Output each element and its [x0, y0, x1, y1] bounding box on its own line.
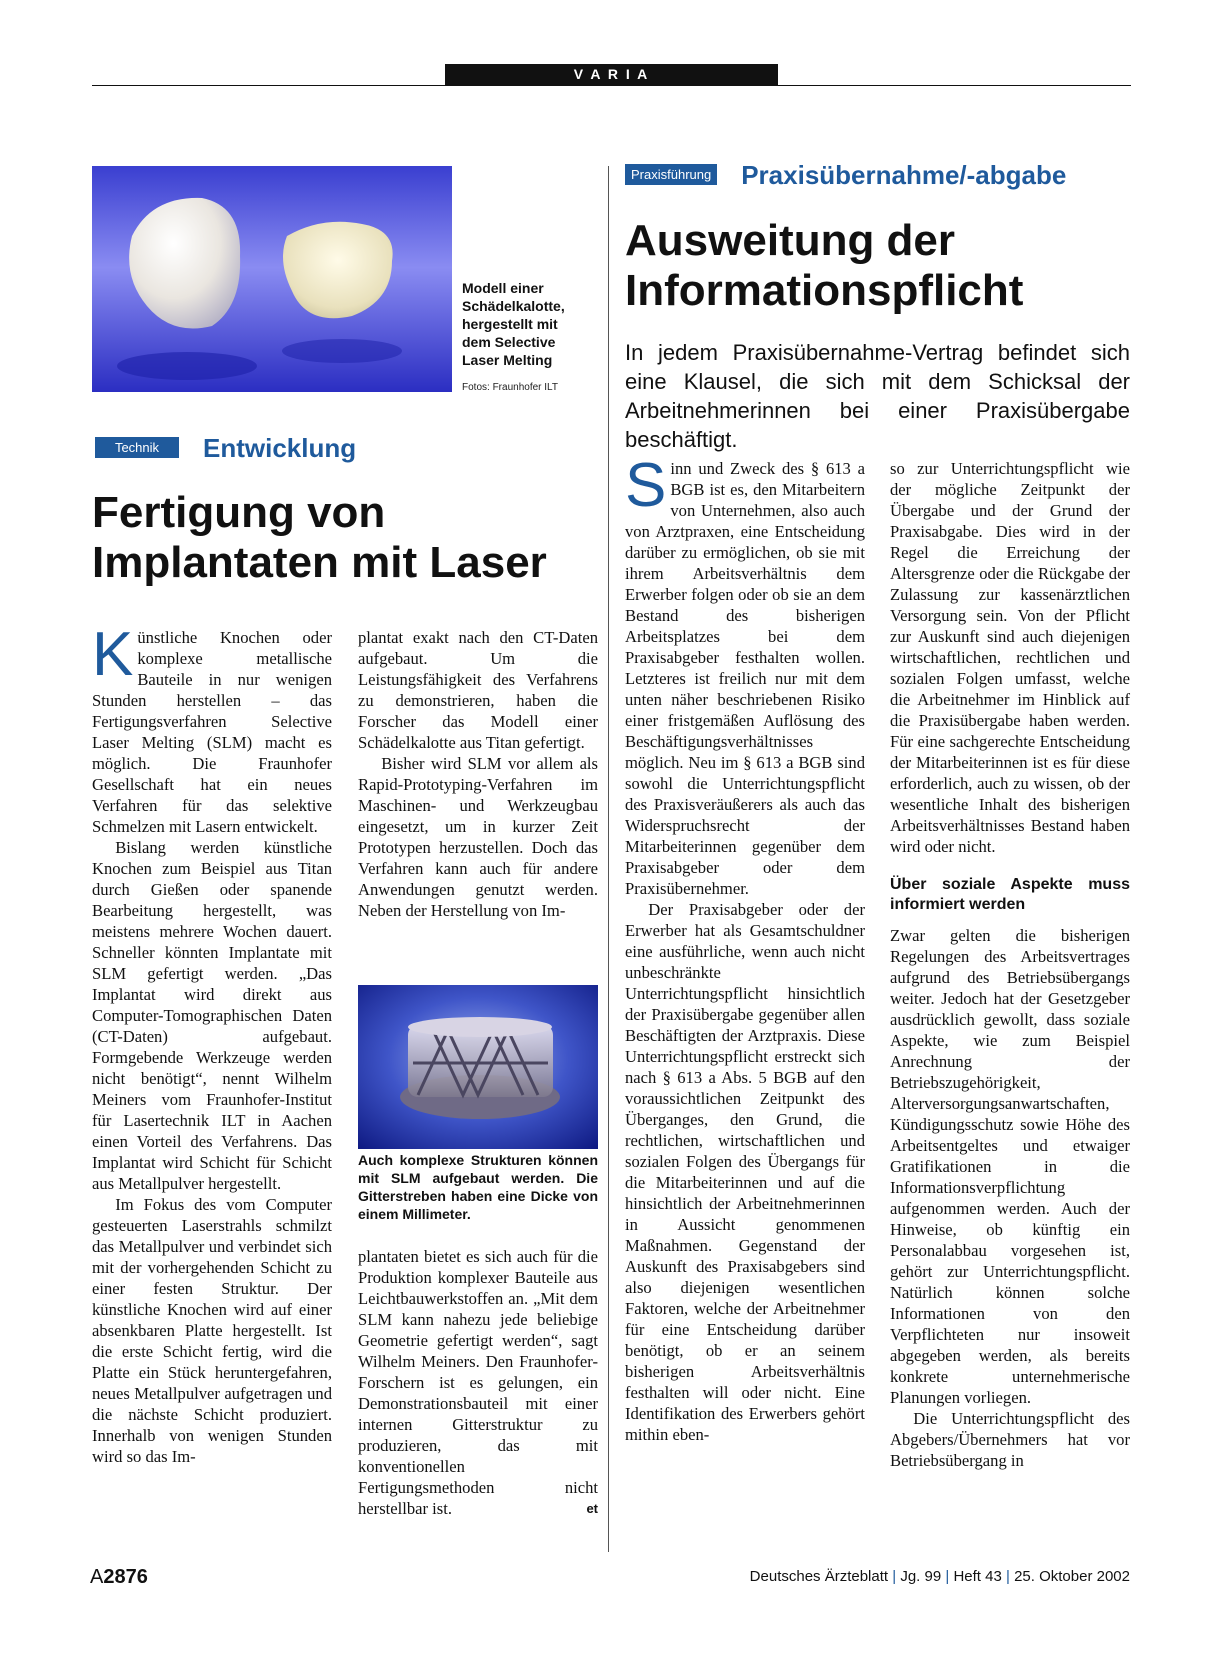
- header-rule: [92, 85, 1131, 86]
- col4-p2: Zwar gelten die bisherigen Regelungen des Arbeitsvertrages aufgrund des Betriebsübergangs weiter. Jedoch hat der Gesetzgeber ausdrücklich gewollt, dass soziale Aspekte, wie zum Beispiel Anrechnung der Betriebszugehörigkeit, Alterversorgungsanwartschaften, Kündigungsschutz sowie Höhe des Arbeitsentgeltes und etwaiger Gratifikationen in die Informationsverpflichtung aufgenommen werden. Auch der Hinweise, ob künftig ein Personalabbau vorgesehen ist, gehört zur Unterrichtungspflicht. Natürlich können solche Informationen von den Verpflichteten nur insoweit abgegeben werden, als bereits konkrete unternehmerische Planungen vorliegen.: [890, 926, 1130, 1407]
- photo-skull-implant: [92, 166, 452, 392]
- col3-p1: inn und Zweck des § 613 a BGB ist es, den Mitarbeitern von Unternehmen, also auch von Arztpraxen, eine Entscheidung darüber zu ermöglichen, ob sie mit ihrem Arbeitsverhältnis dem Erwerber folgen oder ob sie an dem Bestand des bisherigen Arbeitsplatzes bei dem Praxisabgeber festhalten wollen. Letzteres ist freilich nur mit dem unten näher beschriebenen Risiko einer fristgemäßen Auflösung des Beschäftigungsverhältnisses möglich. Neu im § 613 a BGB sind sowohl die Unterrichtungspflicht des Praxisveräußerers als auch das Widerspruchsrecht der Mitarbeiterinnen gegenüber dem Praxisabgeber oder dem Praxisübernehmer.: [625, 459, 865, 898]
- right-headline-line2: Informationspflicht: [625, 266, 1024, 315]
- col3-p2: Der Praxisabgeber oder der Erwerber hat als Gesamtschuldner eine ausführliche, wenn auch nicht unbeschränkte Unterrichtungspflicht hinsichtlich der Praxisübergabe gegenüber allen Beschäftigten der Arztpraxis. Diese Unterrichtungspflicht erstreckt sich nach § 613 a Abs. 5 BGB auf den voraussichtlichen Zeitpunkt des Überganges, den Grund, die rechtlichen, wirtschaftlichen und sozialen Folgen des Übergangs für die Mitarbeiterinnen und auf die hinsichtlich der Arbeitnehmerinnen in Aussicht genommenen Maßnahmen. Gegenstand der Auskunft des Praxisabgebers sind also diejenigen wesentlichen Faktoren, welche der Arbeitnehmer für eine Entscheidung darüber benötigt, ob er an seinem bisherigen Arbeitsverhältnis festhalten will oder nicht. Eine Identifikation des Erwerbers gehört mithin eben-: [625, 900, 865, 1444]
- photo-lattice-structure: [358, 985, 598, 1149]
- right-column-3: [625, 451, 865, 1445]
- photo2-caption: Auch komplexe Strukturen können mit SLM aufgebaut werden. Die Gitterstreben haben eine Dicke von einem Millimeter.: [358, 1152, 598, 1222]
- col4-p1: so zur Unterrichtungspflicht wie der mögliche Zeitpunkt der Übergabe und der Grund der Praxisabgabe. Dies wird in der Regel die Erreichung der Altersgrenze oder die Rückgabe der Zulassung zur kassenärztlichen Versorgung sein. Von der Pflicht zur Auskunft sind auch diejenigen wirtschaftlichen, rechtlichen und sozialen Folgen umfasst, welche die Arbeitnehmer im Hinblick auf die Praxisübergabe haben werden. Für eine sachgerechte Entscheidung der Mitarbeiterinnen ist es für diese erforderlich, auch zu wissen, ob der wesentliche Inhalt des bisherigen Arbeitsverhältnisses Bestand haben wird oder nicht.: [890, 459, 1130, 856]
- journal-issue: Heft 43: [953, 1568, 1002, 1585]
- dropcap-s: S: [625, 451, 667, 520]
- footer-sep-3: |: [1006, 1568, 1010, 1585]
- journal-volume: Jg. 99: [900, 1568, 942, 1585]
- author-signature: et: [586, 1501, 598, 1516]
- left-column-2-top: [358, 627, 598, 921]
- right-column-4: [890, 458, 1130, 1471]
- page-number-value: 2876: [103, 1566, 148, 1588]
- kicker-entwicklung: Entwicklung: [203, 433, 357, 463]
- footer-sep-2: |: [945, 1568, 950, 1585]
- right-kicker-row: [625, 160, 1135, 191]
- left-column-1: [92, 620, 332, 1467]
- page-number: [90, 1566, 148, 1589]
- section-label-text: V A R I A: [573, 66, 650, 82]
- left-kicker-row: [95, 433, 595, 464]
- photo1-credit: Fotos: Fraunhofer ILT: [462, 382, 558, 393]
- tag-technik: Technik: [95, 437, 179, 458]
- section-label: [445, 64, 778, 85]
- tag-praxisfuehrung: Praxisführung: [625, 164, 717, 185]
- col1-p1: ünstliche Knochen oder komplexe metallische Bauteile in nur wenigen Stunden herstellen – das Fertigungsverfahren Selective Laser Melting (SLM) macht es möglich. Die Fraunhofer Gesellschaft hat ein neues Verfahren für das selektive Schmelzen mit Lasern entwickelt.: [92, 628, 332, 836]
- right-headline-line1: Ausweitung der: [625, 216, 956, 265]
- col1-p3: Im Fokus des vom Computer gesteuerten Laserstrahls schmilzt das Metallpulver und verbindet sich mit der vorhergehenden Schicht zu einer festen Struktur. Der künstliche Knochen wird auf einer absenkbaren Platte hergestellt. Ist die erste Schicht fertig, wird die Platte ein Stück heruntergefahren, neues Metallpulver aufgetragen und die nächste Schicht produziert. Innerhalb von wenigen Stunden wird so das Im-: [92, 1195, 332, 1466]
- dropcap-k: K: [92, 620, 134, 689]
- journal-name: Deutsches Ärzteblatt: [749, 1568, 889, 1585]
- right-headline: [625, 216, 1135, 316]
- skull-implant-image: [92, 166, 452, 392]
- col4-p3: Die Unterrichtungspflicht des Abgebers/Übernehmers hat vor Betriebsübergang in: [890, 1409, 1130, 1470]
- subhead-soziale-aspekte: Über soziale Aspekte muss informiert werden: [890, 876, 1130, 913]
- kicker-praxisuebernahme: Praxisübernahme/-abgabe: [741, 160, 1067, 190]
- left-headline-line2: Implantaten mit Laser: [92, 538, 547, 587]
- lattice-structure-image: [358, 985, 598, 1149]
- col2-p1: plantat exakt nach den CT-Daten aufgebaut. Um die Leistungsfähigkeit des Verfahrens zu demonstrieren, haben die Forscher das Modell einer Schädelkalotte aus Titan gefertigt.: [358, 628, 598, 752]
- col2-p2: Bisher wird SLM vor allem als Rapid-Prototyping-Verfahren im Maschinen- und Werkzeugbau eingesetzt, um in kurzer Zeit Prototypen herzustellen. Doch das Verfahren kann auch für andere Anwendungen genutzt werden. Neben der Herstellung von Im-: [358, 754, 598, 920]
- journal-date: 25. Oktober 2002: [1014, 1568, 1130, 1585]
- photo1-caption: Modell einer Schädelkalotte, hergestellt mit dem Selective Laser Melting: [462, 280, 565, 368]
- col2-p3: plantaten bietet es sich auch für die Produktion komplexer Bauteile aus Leichtbauwerkstoffen an. „Mit dem SLM kann nahezu jede beliebige Geometrie gefertigt werden“, sagt Wilhelm Meiners. Den Fraunhofer-Forschern ist es gelungen, ein Demonstrationsbauteil mit einer internen Gitterstruktur zu produzieren, das mit konventionellen Fertigungsmethoden nicht herstellbar ist.: [358, 1247, 598, 1518]
- column-divider: [608, 166, 609, 1552]
- left-headline-line1: Fertigung von: [92, 488, 386, 537]
- page-prefix: A: [90, 1566, 104, 1588]
- right-lead: In jedem Praxisübernahme-Vertrag befindet sich eine Klausel, die sich mit dem Schicksal der Arbeitnehmerinnen bei einer Praxisübergabe beschäftigt.: [625, 340, 1130, 452]
- footer-sep-1: |: [892, 1568, 897, 1585]
- footer-citation: [750, 1568, 1130, 1585]
- left-column-2-bottom: [358, 1246, 598, 1519]
- col1-p2: Bislang werden künstliche Knochen zum Beispiel aus Titan durch Gießen oder spanende Bearbeitung hergestellt, was meistens mehrere Wochen dauert. Schneller könnten Implantate mit SLM gefertigt werden. „Das Implantat wird direkt aus Computer-Tomographischen Daten (CT-Daten) aufgebaut. Formgebende Werkzeuge werden nicht benötigt“, nennt Wilhelm Meiners vom Fraunhofer-Institut für Lasertechnik ILT in Aachen einen Vorteil des Verfahrens. Das Implantat wird Schicht für Schicht aus Metallpulver hergestellt.: [92, 838, 332, 1193]
- left-headline: [92, 488, 592, 588]
